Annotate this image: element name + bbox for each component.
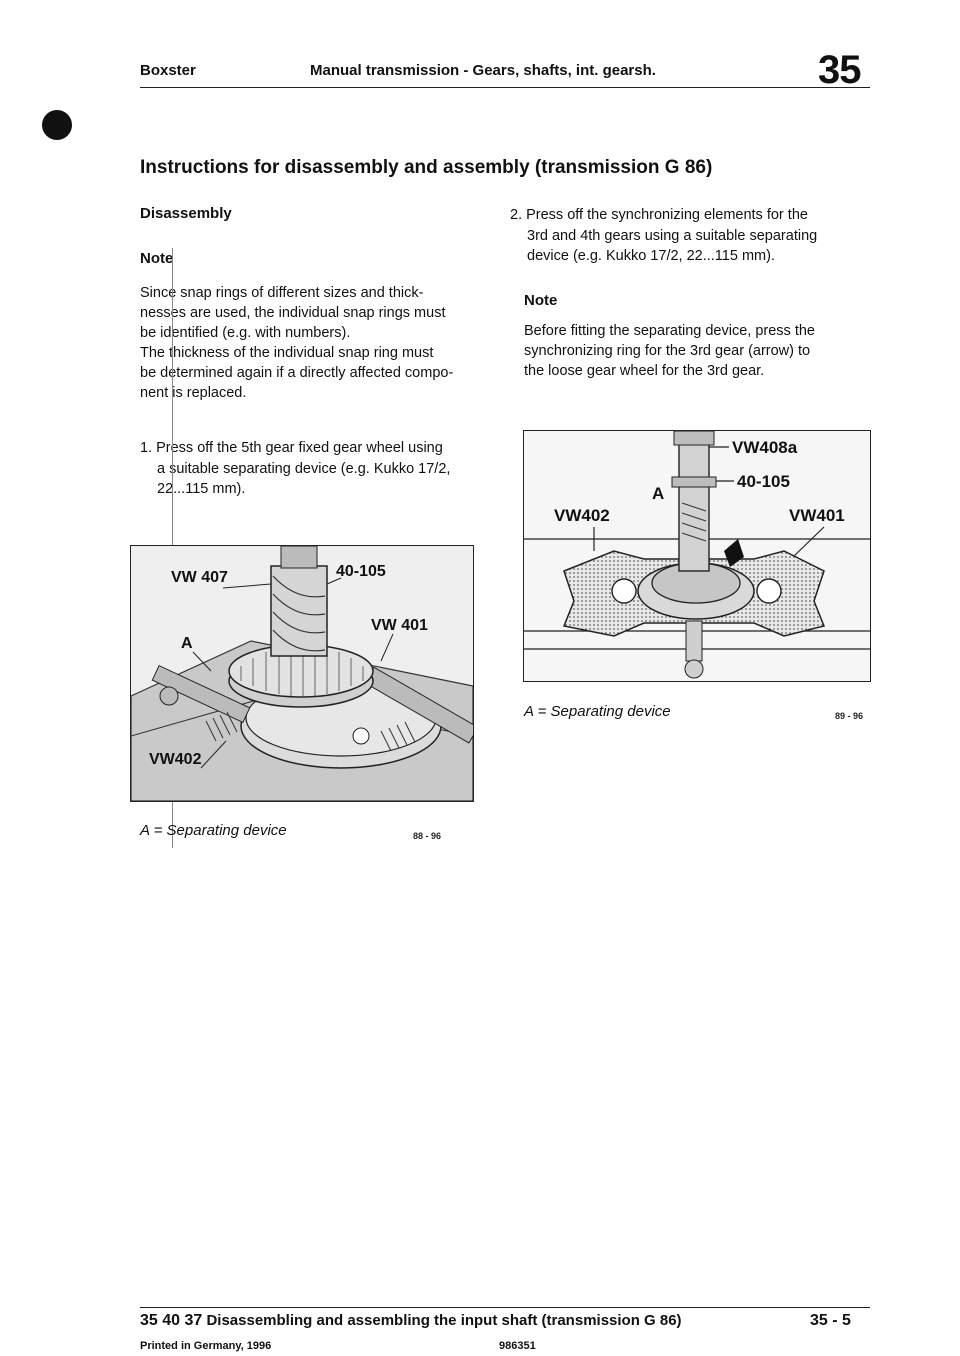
page-heading: Instructions for disassembly and assembly (transmission G 86)	[140, 157, 713, 178]
header-title: Manual transmission - Gears, shafts, int. gearsh.	[310, 62, 656, 79]
gear-illustration-left	[131, 546, 473, 801]
figure-label: VW402	[554, 506, 610, 525]
text-line: the loose gear wheel for the 3rd gear.	[524, 363, 765, 379]
disassembly-heading: Disassembly	[140, 205, 232, 222]
printed-note: Printed in Germany, 1996	[140, 1340, 272, 1352]
figure-label: VW402	[149, 751, 202, 768]
left-note-label: Note	[140, 250, 174, 267]
text-line: Before fitting the separating device, press the	[524, 323, 815, 339]
left-note-text	[140, 283, 480, 403]
text-line: device (e.g. Kukko 17/2, 22...115 mm).	[527, 248, 775, 264]
figure-label: 40-105	[737, 472, 790, 491]
figure-label: A	[652, 484, 665, 503]
footer-code: 35 40 37	[140, 1312, 203, 1329]
text-line: nent is replaced.	[140, 385, 247, 401]
step-2	[510, 205, 870, 267]
figure-number-right: 89 - 96	[835, 711, 864, 721]
figure-label: VW401	[789, 506, 845, 525]
gear-illustration-right	[524, 431, 870, 681]
figure-label: A	[181, 635, 193, 652]
text-line: The thickness of the individual snap ring must	[140, 345, 434, 361]
header-rule	[140, 87, 870, 88]
figure-label: VW408a	[732, 438, 798, 457]
punch-hole	[42, 110, 72, 140]
page-number: 35 - 5	[810, 1312, 851, 1329]
text-line: nesses are used, the individual snap rings must	[140, 305, 446, 321]
text-line: 3rd and 4th gears using a suitable separating	[527, 227, 818, 244]
text-line: be identified (e.g. with numbers).	[140, 325, 351, 341]
figure-89-96	[523, 430, 871, 682]
text-line: Since snap rings of different sizes and thick-	[140, 285, 424, 301]
figure-caption-left: A = Separating device	[140, 822, 287, 839]
footer-text: Disassembling and assembling the input shaft (transmission G 86)	[206, 1312, 682, 1329]
figure-label: 40-105	[336, 563, 386, 580]
figure-label: VW 407	[171, 569, 228, 586]
text-line: 1. Press off the 5th gear fixed gear wheel using	[140, 440, 443, 456]
text-line: synchronizing ring for the 3rd gear (arrow) to	[524, 343, 811, 359]
footer-title	[140, 1312, 682, 1330]
right-note-label: Note	[524, 292, 558, 309]
figure-number-left: 88 - 96	[413, 831, 442, 841]
text-line: be determined again if a directly affected compo-	[140, 365, 454, 381]
step-1	[140, 438, 485, 500]
text-line: 2. Press off the synchronizing elements for the	[510, 207, 808, 223]
figure-caption-right: A = Separating device	[524, 703, 671, 720]
footer-rule	[140, 1307, 870, 1308]
right-note-text	[524, 321, 864, 381]
header-brand: Boxster	[140, 62, 196, 79]
text-line: 22...115 mm).	[157, 481, 246, 497]
group-number: 35	[818, 48, 861, 92]
figure-88-96	[130, 545, 474, 802]
part-number: 986351	[499, 1340, 536, 1352]
text-line: a suitable separating device (e.g. Kukko 17/2,	[157, 460, 451, 477]
figure-label: VW 401	[371, 617, 428, 634]
